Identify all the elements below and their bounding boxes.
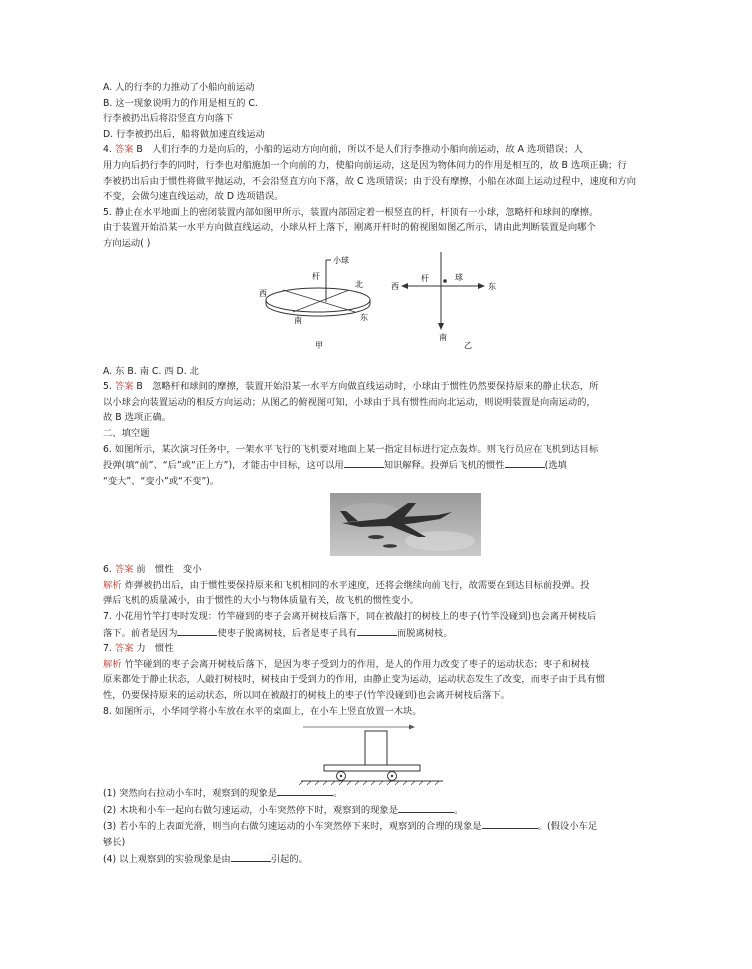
answer-tag: 答案 bbox=[114, 144, 134, 156]
answer-blank bbox=[344, 457, 384, 468]
q8-part3-text: (3) 若小车的上表面光滑，则当向右做匀速运动的小车突然停下来时，观察到的合理的现象是 bbox=[103, 821, 482, 833]
q7-text-a: 落下。前者是因为 bbox=[103, 627, 178, 639]
q5-answer-text: B 忽略杆和球间的摩擦，装置开始沿某一水平方向做直线运动时，小球由于惯性仍然要保持原来的静止状态，所 bbox=[136, 381, 599, 393]
q7-answer bbox=[103, 641, 663, 657]
q6-stem-line1: 6. 如图所示，某次演习任务中，一架水平飞行的飞机要对地面上某一指定目标进行定点轰炸。则飞行员应在飞机到达目标 bbox=[103, 443, 599, 455]
q8-part4-end: 引起的。 bbox=[270, 853, 308, 865]
q8-part4 bbox=[103, 851, 663, 868]
answer-blank bbox=[505, 457, 545, 468]
figure-jia bbox=[259, 255, 370, 350]
q4-answer-line3: 李被扔出后由于惯性将做平抛运动，不会沿竖直方向下落，故 C 选项错误；由于没有摩擦，小船在冰面上运动过程中，速度和方向 bbox=[103, 175, 637, 187]
q4-answer-text: B 人们行李的力是向后的，小船的运动方向向前，所以不是人们行李推动小船向前运动，故 A 选项错误；人 bbox=[136, 144, 583, 156]
yi-ball-label: 球 bbox=[455, 272, 463, 282]
q8-part2-end: 。 bbox=[454, 804, 464, 816]
q5-options: A. 东 B. 南 C. 西 D. 北 bbox=[103, 365, 199, 377]
q8-stem-line1: 8. 如图所示，小华同学将小车放在水平的桌面上，在小车上竖直放置一木块。 bbox=[103, 705, 422, 717]
q7-analysis-text: 竹竿碰到的枣子会离开树枝后落下，是因为枣子受到力的作用，是人的作用力改变了枣子的运动状态；枣子和树枝 bbox=[124, 658, 590, 670]
answer-blank bbox=[357, 625, 397, 636]
q7-answer-number: 7. bbox=[103, 643, 112, 655]
q7-answer-text: 力 惯性 bbox=[136, 643, 174, 655]
q4-option-b: B. 这一现象说明力的作用是相互的 C. bbox=[103, 97, 258, 109]
fighter-jet-image bbox=[330, 493, 481, 556]
q4-option-d: D. 行李被扔出后，船将做加速直线运动 bbox=[103, 128, 265, 140]
q5-stem-line1: 5. 静止在水平地面上的密闭装置内部如图甲所示，装置内部固定着一根竖直的杆，杆顶有一小球，忽略杆和球间的摩擦。 bbox=[103, 206, 599, 218]
answer-blank bbox=[177, 625, 217, 636]
q7-analysis-line3: 性，仍要保持原来的运动状态，所以同在被敲打的树枝上的枣子(竹竿没碰到)也会离开树枝后落下。 bbox=[103, 690, 511, 702]
answer-blank bbox=[482, 818, 538, 829]
yi-south-label: 南 bbox=[439, 332, 447, 342]
section-heading: 二、填空题 bbox=[103, 427, 150, 439]
q8-part1-text: (1) 突然向右拉动小车时，观察到的现象是 bbox=[103, 788, 278, 800]
q7-analysis-line2: 原来都处于静止状态，人敲打树枝时，树枝由于受到力的作用，由静止变为运动，运动状态发生了改变，而枣子由于具有惯 bbox=[103, 674, 606, 686]
q6-answer bbox=[103, 562, 663, 578]
answer-blank bbox=[231, 851, 271, 862]
q6-analysis-text: 炸弹被扔出后，由于惯性要保持原来和飞机相同的水平速度，还将会继续向前飞行，故需要在到达目标前投弹。投 bbox=[124, 579, 590, 591]
q8-part2 bbox=[103, 802, 663, 819]
answer-blank bbox=[398, 802, 454, 813]
jia-south-label: 南 bbox=[294, 315, 302, 325]
q8-part1 bbox=[103, 785, 663, 802]
q6-answer-number: 6. bbox=[103, 564, 112, 576]
q8-part3-cont: 够长) bbox=[103, 837, 126, 848]
jia-west-label: 西 bbox=[259, 288, 267, 298]
analysis-tag: 解析 bbox=[103, 579, 122, 591]
q5-stem-line3: 方向运动( ) bbox=[103, 237, 151, 249]
wooden-block bbox=[365, 731, 387, 765]
q6-text-b: 知识解释。投弹后飞机的惯性 bbox=[383, 460, 505, 472]
q7-text-b: 使枣子脱离树枝，后者是枣子具有 bbox=[217, 627, 357, 639]
jia-caption: 甲 bbox=[315, 340, 323, 350]
q4-answer-line1 bbox=[103, 142, 663, 158]
q6-stem-line2 bbox=[103, 457, 663, 474]
q8-part2-text: (2) 木块和小车一起向右做匀速运动，小车突然停下时，观察到的现象是 bbox=[103, 804, 399, 816]
q6-stem-line3: “变大”、“变小”或“不变”)。 bbox=[103, 475, 220, 487]
q8-part1-end: 。 bbox=[333, 788, 343, 800]
q5-answer-line2: 以小球会向装置运动的相反方向运动；从图乙的俯视图可知，小球由于具有惯性而向北运动，则说明装置是向南运动的， bbox=[103, 396, 596, 408]
q5-answer-line3: 故 B 选项正确。 bbox=[103, 412, 172, 424]
jia-north-label: 北 bbox=[355, 279, 363, 289]
q6-text-a: 投弹(填“前”、“后”或“正上方”)，才能击中目标，这可以用 bbox=[103, 460, 344, 472]
q5-answer-number: 5. bbox=[103, 381, 112, 393]
jia-ball-label: 小球 bbox=[333, 255, 349, 265]
q6-analysis-line1 bbox=[103, 578, 663, 594]
jia-east-label: 东 bbox=[360, 312, 368, 322]
jia-rod-label: 杆 bbox=[312, 271, 320, 281]
document-body bbox=[103, 80, 663, 867]
q5-answer-line1 bbox=[103, 379, 663, 395]
yi-west-label: 西 bbox=[391, 281, 399, 291]
q4-answer-line4: 不变，会做匀速直线运动，故 D 选项错误。 bbox=[103, 191, 284, 203]
q4-answer-number: 4. bbox=[103, 144, 112, 156]
yi-caption: 乙 bbox=[464, 340, 472, 350]
q4-answer-line2: 用力向后扔行李的同时，行李也对船施加一个向前的力，使船向前运动，这是因为物体间力的作用是相互的，故 B 选项正确；行 bbox=[103, 159, 627, 171]
q4-option-c: 行李被扔出后将沿竖直方向落下 bbox=[103, 113, 234, 125]
analysis-tag: 解析 bbox=[103, 658, 122, 670]
cart-block-figure bbox=[103, 719, 663, 785]
answer-blank bbox=[277, 785, 333, 796]
q7-text-c: 而脱离树枝。 bbox=[396, 627, 453, 639]
q6-answer-text: 前 惯性 变小 bbox=[136, 564, 202, 576]
q7-stem-line1: 7. 小花用竹竿打枣时发现：竹竿碰到的枣子会离开树枝后落下，同在被敲打的树枝上的枣子(竹竿没碰到)也会离开树枝后 bbox=[103, 611, 597, 623]
q6-text-c: (选填 bbox=[544, 460, 567, 472]
q6-analysis-line2: 弹后飞机的质量减小，由于惯性的大小与物体质量有关，故飞机的惯性变小。 bbox=[103, 595, 420, 607]
answer-tag: 答案 bbox=[114, 564, 134, 576]
answer-tag: 答案 bbox=[114, 381, 134, 393]
cart-body bbox=[324, 765, 420, 771]
figure-yi bbox=[391, 252, 496, 350]
q4-option-a: A. 人的行李的力推动了小船向前运动 bbox=[103, 82, 255, 93]
q7-stem-line2 bbox=[103, 625, 663, 642]
q8-part3 bbox=[103, 818, 663, 835]
q5-figures bbox=[103, 252, 663, 364]
q8-part3-end: 。(假设小车足 bbox=[537, 821, 598, 833]
answer-tag: 答案 bbox=[114, 643, 134, 655]
yi-rod-label: 杆 bbox=[421, 273, 429, 283]
q8-part4-text: (4) 以上观察到的实验现象是由 bbox=[103, 853, 231, 865]
yi-east-label: 东 bbox=[488, 281, 496, 291]
q7-analysis-line1 bbox=[103, 657, 663, 673]
q5-stem-line2: 由于装置开始沿某一水平方向做直线运动，小球从杆上落下，刚离开杆时的俯视图如图乙所示，请由此判断装置是向哪个 bbox=[103, 222, 596, 234]
